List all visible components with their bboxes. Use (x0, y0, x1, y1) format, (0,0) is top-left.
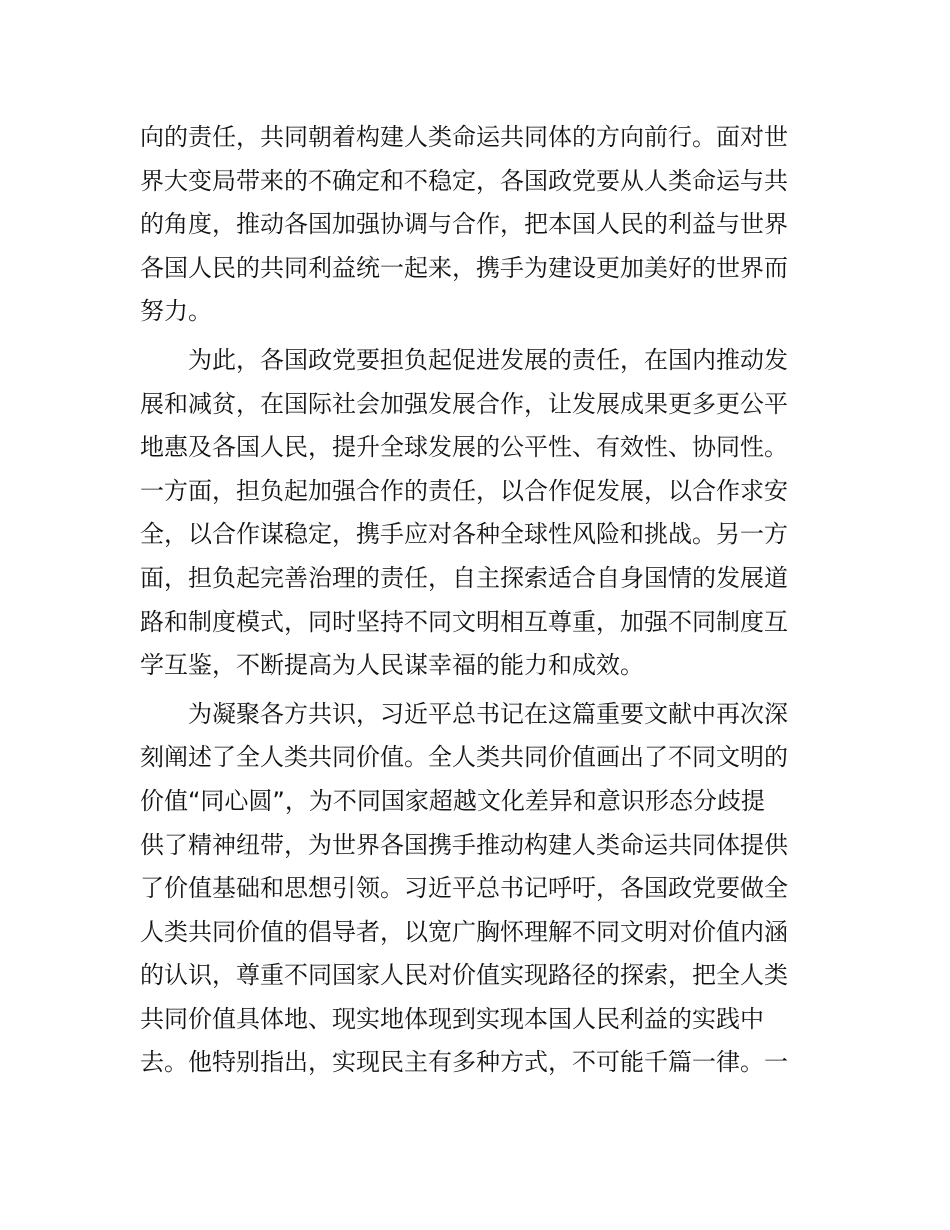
text-line: 了价值基础和思想引领。习近平总书记呼吁，各国政党要做全 (140, 874, 788, 903)
text-line: 的角度，推动各国加强协调与合作，把本国人民的利益与世界 (140, 210, 788, 239)
paragraph-2 (140, 339, 820, 688)
text-line: 努力。 (140, 297, 212, 326)
text-line: 路和制度模式，同时坚持不同文明相互尊重，加强不同制度互 (140, 607, 788, 636)
text-line: 为此，各国政党要担负起促进发展的责任，在国内推动发 (188, 345, 788, 374)
text-line: 界大变局带来的不确定和不稳定，各国政党要从人类命运与共 (140, 166, 788, 195)
text-line: 地惠及各国人民，提升全球发展的公平性、有效性、协同性。 (140, 433, 788, 462)
text-line: 面，担负起完善治理的责任，自主探索适合自身国情的发展道 (140, 563, 788, 592)
text-line: 展和减贫，在国际社会加强发展合作，让发展成果更多更公平 (140, 389, 788, 418)
body-text (140, 116, 820, 1085)
text-line: 刻阐述了全人类共同价值。全人类共同价值画出了不同文明的 (140, 743, 788, 772)
text-line: 去。他特别指出，实现民主有多种方式，不可能千篇一律。一 (140, 1048, 788, 1077)
text-line: 为凝聚各方共识，习近平总书记在这篇重要文献中再次深 (188, 699, 788, 728)
text-line: 人类共同价值的倡导者，以宽广胸怀理解不同文明对价值内涵 (140, 917, 788, 946)
text-line: 全，以合作谋稳定，携手应对各种全球性风险和挑战。另一方 (140, 520, 788, 549)
text-line: 向的责任，共同朝着构建人类命运共同体的方向前行。面对世 (140, 123, 788, 151)
text-line: 一方面，担负起加强合作的责任，以合作促发展，以合作求安 (140, 476, 788, 505)
text-line: 共同价值具体地、现实地体现到实现本国人民利益的实践中 (140, 1004, 764, 1033)
text-line: 各国人民的共同利益统一起来，携手为建设更加美好的世界而 (140, 253, 788, 282)
paragraph-1 (140, 116, 820, 334)
paragraph-3 (140, 693, 820, 1085)
text-line: 供了精神纽带，为世界各国携手推动构建人类命运共同体提供 (140, 830, 788, 859)
text-line: 价值“同心圆”，为不同国家超越文化差异和意识形态分歧提 (140, 786, 765, 815)
text-line: 的认识，尊重不同国家人民对价值实现路径的探索，把全人类 (140, 961, 788, 990)
text-line: 学互鉴，不断提高为人民谋幸福的能力和成效。 (140, 651, 644, 680)
